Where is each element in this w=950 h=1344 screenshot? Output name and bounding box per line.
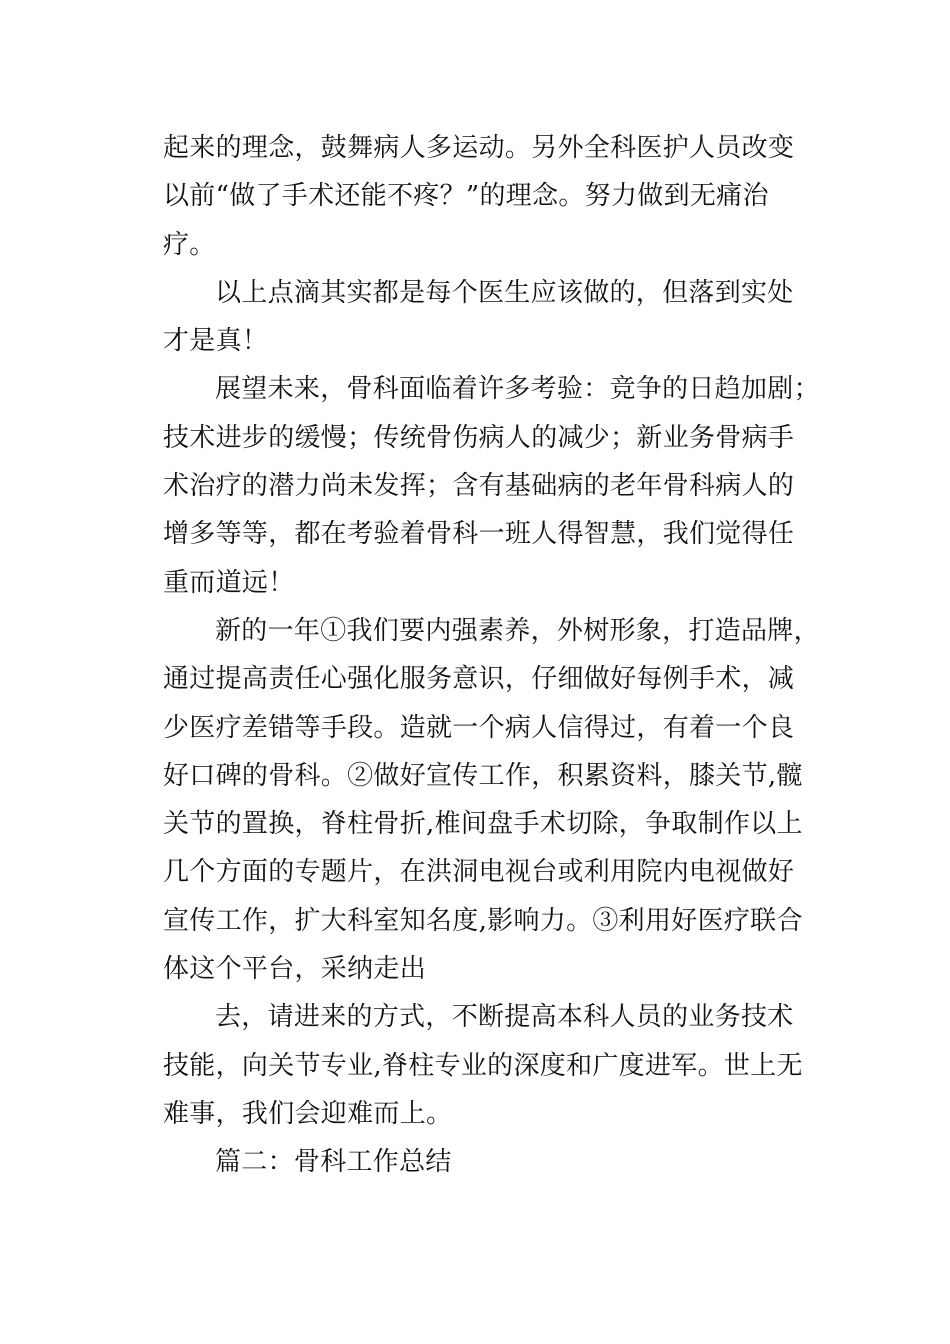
- body-text: [163, 124, 820, 1187]
- text-line: 术治疗的潜力尚未发挥；含有基础病的老年骨科病人的: [163, 471, 795, 502]
- text-line: 增多等等，都在考验着骨科一班人得智慧，我们觉得任: [163, 519, 795, 550]
- text-line: 几个方面的专题片，在洪洞电视台或利用院内电视做好: [163, 857, 795, 888]
- text-line: 才是真！: [163, 326, 269, 357]
- text-line: 起来的理念，鼓舞病人多运动。另外全科医护人员改变: [163, 133, 795, 163]
- text-line: 重而道远！: [163, 567, 295, 598]
- paragraph-first-line: 以上点滴其实都是每个医生应该做的，但落到实处: [215, 277, 794, 308]
- text-line: 技术进步的缓慢；传统骨伤病人的减少；新业务骨病手: [163, 422, 795, 453]
- text-line: 体这个平台，采纳走出: [163, 954, 427, 985]
- text-line: 通过提高责任心强化服务意识，仔细做好每例手术，减: [163, 664, 795, 695]
- text-line: 宣传工作，扩大科室知名度,影响力。③利用好医疗联合: [163, 905, 803, 936]
- text-line: 好口碑的骨科。②做好宣传工作，积累资料，膝关节,髋: [163, 760, 803, 791]
- section-heading: 篇二：骨科工作总结: [215, 1147, 452, 1178]
- paragraph-first-line: 去，请进来的方式，不断提高本科人员的业务技术: [215, 1002, 794, 1033]
- paragraph-first-line: 新的一年①我们要内强素养，外树形象，打造品牌，: [215, 615, 820, 646]
- text-line: 难事，我们会迎难而上。: [163, 1098, 453, 1129]
- text-line: 疗。: [163, 229, 216, 260]
- text-line: 少医疗差错等手段。造就一个病人信得过，有着一个良: [163, 712, 795, 743]
- paragraph-first-line: 展望未来，骨科面临着许多考验：竞争的日趋加剧；: [215, 374, 820, 405]
- text-line: 以前“做了手术还能不疼？”的理念。努力做到无痛治: [163, 181, 769, 212]
- text-line: 技能，向关节专业,脊柱专业的深度和广度进军。世上无: [163, 1050, 803, 1081]
- text-line: 关节的置换，脊柱骨折,椎间盘手术切除，争取制作以上: [163, 809, 803, 840]
